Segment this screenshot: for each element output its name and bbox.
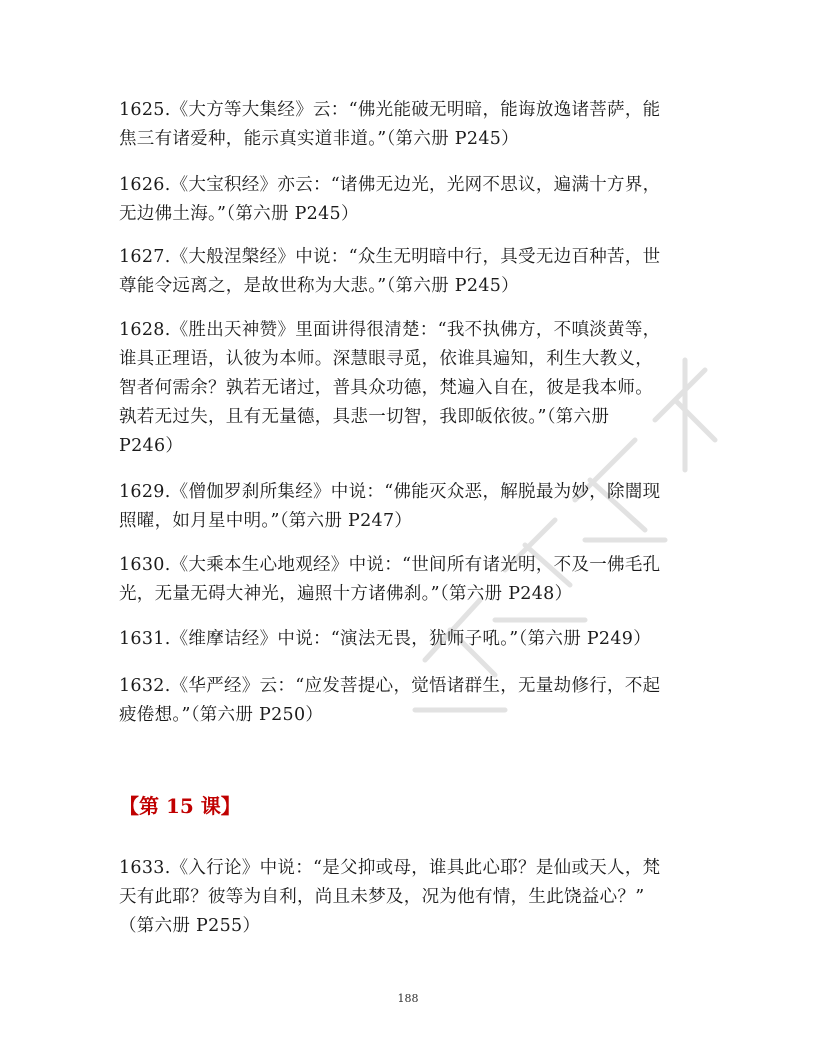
text-line: 谁具正理语，认彼为本师。深慧眼寻觅，依谁具遍知，利生大教义， [119,349,653,369]
entry-1633 [119,854,699,941]
entry-1626 [119,171,699,229]
page-number: 188 [397,992,419,1005]
entry-1628 [119,316,699,461]
entry-1631 [119,625,699,654]
text-line: 1627.《大般涅槃经》中说：“众生无明暗中行，具受无边百种苦，世 [119,247,661,267]
entry-1632 [119,672,699,730]
text-line: 1631.《维摩诘经》中说：“演法无畏，犹师子吼。”（第六册 P249） [119,629,652,649]
text-line: 焦三有诸爱种，能示真实道非道。”（第六册 P245） [119,129,519,149]
text-line: 1625.《大方等大集经》云：“佛光能破无明暗，能诲放逸诸菩萨，能 [119,100,661,120]
text-line: 1630.《大乘本生心地观经》中说：“世间所有诸光明，不及一佛毛孔 [119,555,661,575]
text-line: P246） [119,436,184,456]
text-line: 疲倦想。”（第六册 P250） [119,705,324,725]
text-line: 尊能令远离之，是故世称为大悲。”（第六册 P245） [119,276,519,296]
text-line: 1628.《胜出天神赞》里面讲得很清楚：“我不执佛方，不嗔淡黄等， [119,320,661,340]
entry-1630 [119,551,699,609]
entry-1627 [119,243,699,301]
text-line: 1632.《华严经》云：“应发菩提心，觉悟诸群生，无量劫修行，不起 [119,676,661,696]
text-line: 光，无量无碍大神光，遍照十方诸佛刹。”（第六册 P248） [119,584,573,604]
text-line: 1633.《入行论》中说：“是父抑或母，谁具此心耶？是仙或天人，梵 [119,858,661,878]
text-line: 孰若无过失，且有无量德，具悲一切智，我即皈依彼。”（第六册 [119,407,610,427]
text-line: 照曜，如月星中明。”（第六册 P247） [119,511,413,531]
text-line: （第六册 P255） [119,916,261,936]
text-line: 1629.《僧伽罗刹所集经》中说：“佛能灭众恶，解脱最为妙，除闇现 [119,482,661,502]
text-line: 1626.《大宝积经》亦云：“诸佛无边光，光网不思议，遍满十方界， [119,175,661,195]
entry-1629 [119,478,699,536]
lesson-heading: 【第 15 课】 [119,794,241,818]
entry-1625 [119,96,699,154]
text-line: 无边佛土海。”（第六册 P245） [119,204,359,224]
text-line: 智者何需余？孰若无诸过，普具众功德，梵遍入自在，彼是我本师。 [119,378,653,398]
text-line: 天有此耶？彼等为自利，尚且未梦及，况为他有情，生此饶益心？” [119,887,645,907]
